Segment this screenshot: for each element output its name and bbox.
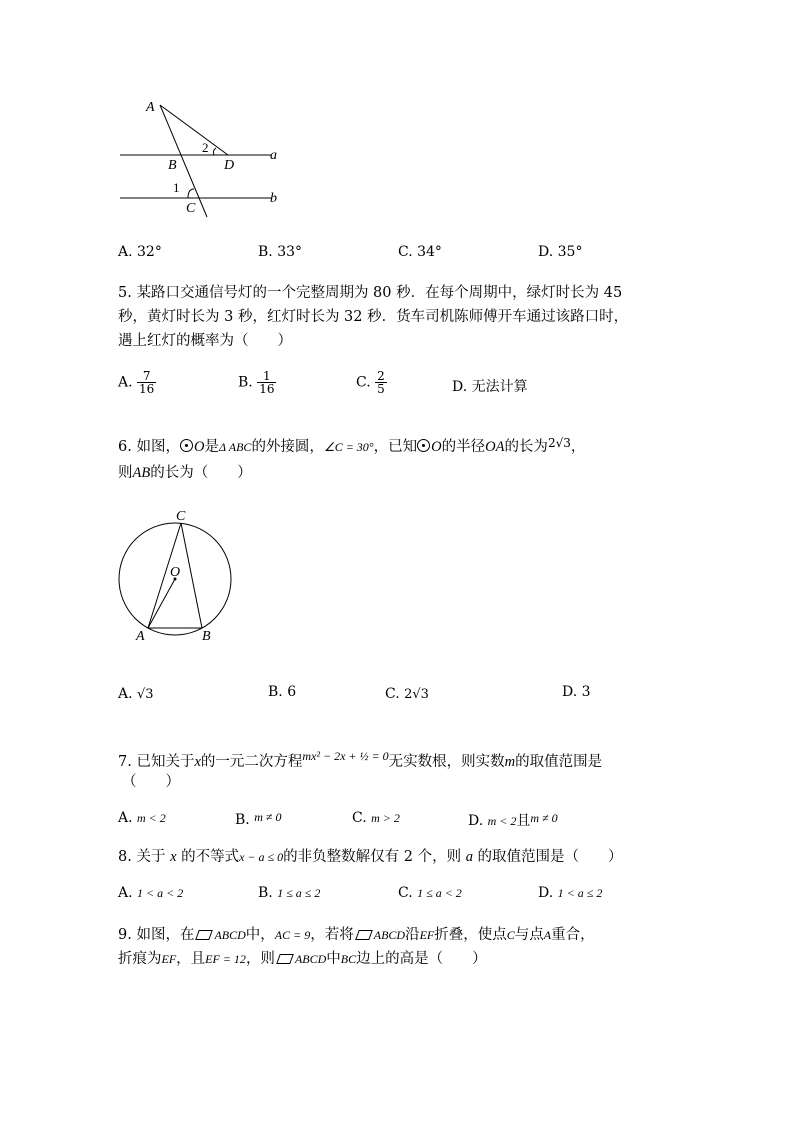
q4-option-a[interactable]: A. 32° (118, 244, 162, 260)
q9-t2: 中， (245, 927, 275, 943)
q6-text-13: ， (570, 439, 586, 455)
q9-a: A (543, 928, 552, 942)
q6-text-3: 是 (204, 439, 219, 455)
q7-option-c[interactable] (352, 810, 400, 826)
circumcircle-figure (110, 505, 250, 645)
q6-ab: AB (132, 465, 151, 481)
q9-ef: EF (419, 928, 435, 942)
q9-l2b: EF (161, 952, 177, 966)
q9-abcd-2: ABCD (373, 928, 406, 942)
q6-l2-c: 的长为（ ） (150, 465, 252, 481)
q5-option-b[interactable] (238, 370, 276, 395)
q6-angle-c: ∠C = 30° (323, 440, 374, 454)
q5-option-a-label: A. (118, 374, 133, 391)
label-O: O (170, 565, 181, 580)
q8-inequality: x − a ≤ 0 (239, 850, 284, 864)
q6-option-c[interactable] (385, 686, 429, 702)
q6-text-7: ，已知 (373, 439, 418, 455)
q8-c-label: C. (398, 885, 413, 901)
q7-d-mid: 且 (516, 813, 531, 829)
q7-t4: 的取值范围是 (515, 754, 603, 770)
q6-c-val: 2√3 (404, 687, 429, 702)
q7-a-val: m < 2 (137, 811, 166, 825)
label-angle-2: 2 (202, 140, 209, 155)
q6-oa: OA (485, 439, 505, 455)
angle-1-arc (188, 189, 194, 198)
q5-option-b-fraction (257, 370, 276, 395)
q7-b-label: B. (235, 812, 250, 828)
q6-option-a[interactable] (118, 686, 154, 702)
q7-t1: 7. 已知关于 (118, 754, 195, 770)
q5-a-num: 7 (137, 370, 156, 383)
q9-t5: 折叠，使点 (434, 927, 507, 943)
label-B: B (168, 158, 177, 173)
q6-text-5: 的外接圆， (251, 439, 324, 455)
q6-triangle: Δ ABC (218, 440, 252, 454)
q8-d-val: 1 < a ≤ 2 (557, 886, 603, 900)
q7-m: m (504, 754, 516, 770)
q7-a-label: A. (118, 810, 133, 826)
q8-t2: 的不等式 (176, 849, 240, 865)
label-B: B (202, 629, 211, 644)
q8-a-val: 1 < a < 2 (137, 886, 184, 900)
q5-line-1: 5. 某路口交通信号灯的一个完整周期为 80 秒．在每个周期中，绿灯时长为 45 (118, 285, 623, 301)
q7-line-1 (118, 745, 602, 773)
label-D: D (224, 158, 235, 173)
side-cb (181, 523, 202, 628)
q5-a-den: 16 (139, 382, 155, 396)
q7-option-a[interactable] (118, 810, 166, 826)
q6-o-2: O (431, 439, 442, 455)
q8-d-label: D. (538, 885, 554, 901)
q4-option-d[interactable]: D. 35° (538, 244, 583, 260)
parallelogram-icon (196, 930, 214, 940)
q9-l2f: ABCD (294, 952, 327, 966)
q7-t3: 无实数根，则实数 (388, 754, 505, 770)
q8-t3: 的非负整数解仅有 2 个，则 (283, 849, 466, 865)
q7-option-b[interactable] (235, 810, 281, 828)
circle-o-dot (185, 444, 188, 447)
label-b: b (270, 191, 277, 206)
q6-line-2 (118, 462, 252, 484)
q5-option-a-fraction (137, 370, 156, 395)
parallelogram-icon-2 (355, 930, 373, 940)
q8-b-label: B. (258, 885, 273, 901)
q7-d-val2: m ≠ 0 (530, 811, 558, 825)
q8-b-val: 1 ≤ a ≤ 2 (277, 886, 321, 900)
q9-l2h: BC (340, 952, 357, 966)
label-a: a (270, 148, 277, 163)
q8-option-a[interactable] (118, 885, 183, 901)
q7-d-label: D. (468, 813, 484, 829)
q8-a-label: A. (118, 885, 133, 901)
q5-option-c-label: C. (356, 374, 371, 391)
q9-l2c: ，且 (176, 951, 206, 967)
q5-option-c-fraction (375, 370, 387, 395)
q6-radius-value: 2√3 (547, 436, 571, 450)
q6-l2-a: 则 (118, 465, 133, 481)
q8-option-b[interactable] (258, 885, 320, 901)
label-C: C (186, 201, 196, 216)
parallelogram-icon-3 (276, 954, 294, 964)
q4-option-b[interactable]: B. 33° (258, 244, 303, 260)
label-C: C (176, 509, 186, 524)
q6-line-1 (118, 432, 585, 458)
parallel-lines-figure (110, 95, 300, 225)
q5-c-den: 5 (377, 382, 385, 396)
q5-b-num: 1 (257, 370, 276, 383)
q9-l2d: EF = 12 (205, 952, 246, 966)
q9-t1: 9. 如图，在 (118, 927, 195, 943)
label-A: A (136, 629, 145, 644)
circle-o-symbol-2 (417, 439, 430, 452)
q8-option-d[interactable] (538, 885, 602, 901)
q5-option-d[interactable]: D. 无法计算 (452, 379, 528, 395)
q9-line-2 (118, 948, 487, 970)
q5-line-2: 秒，黄灯时长为 3 秒，红灯时长为 32 秒．货车司机陈师傅开车通过该路口时， (118, 309, 629, 325)
q5-c-num: 2 (377, 369, 385, 383)
q7-equation: mx² − 2x + ½ = 0 (302, 749, 389, 763)
circle-o-dot-2 (422, 444, 425, 447)
q6-option-b[interactable]: B. 6 (268, 684, 297, 700)
q9-t3: ，若将 (310, 927, 354, 943)
q5-b-den: 16 (259, 382, 275, 396)
q6-text-11: 的长为 (504, 439, 548, 455)
q8-c-val: 1 ≤ a < 2 (417, 886, 462, 900)
q9-c: C (506, 928, 515, 942)
q5-line-3: 遇上红灯的概率为（ ） (118, 333, 292, 349)
q6-a-val: √3 (137, 687, 154, 702)
q8-line-1 (118, 846, 623, 868)
q8-t4: 的取值范围是（ ） (472, 849, 623, 865)
q6-c-label: C. (385, 686, 400, 702)
q8-a: a (465, 849, 473, 865)
q6-text-9: 的半径 (441, 439, 486, 455)
q6-text-1: 6. 如图， (118, 439, 180, 455)
q4-option-c[interactable]: C. 34° (398, 244, 442, 260)
q6-option-d[interactable]: D. 3 (562, 684, 591, 700)
q9-l2e: ，则 (245, 951, 275, 967)
q9-abcd: ABCD (214, 928, 246, 942)
label-A: A (146, 100, 155, 115)
q9-l2a: 折痕为 (118, 951, 162, 967)
q7-b-val: m ≠ 0 (254, 810, 282, 824)
q9-l2g: 中 (326, 951, 341, 967)
label-angle-1: 1 (173, 180, 180, 195)
q8-option-c[interactable] (398, 885, 462, 901)
q9-l2i: 边上的高是（ ） (356, 951, 487, 967)
q6-a-label: A. (118, 686, 133, 702)
q5-option-c[interactable] (356, 370, 387, 395)
q7-option-d[interactable] (468, 810, 558, 830)
q9-line-1 (118, 924, 595, 946)
circle-o-symbol (180, 439, 193, 452)
q7-d-val1: m < 2 (487, 814, 517, 828)
q8-x: x (170, 849, 177, 865)
angle-2-arc (213, 148, 216, 155)
q9-t7: 重合， (551, 927, 595, 943)
q6-o-1: O (193, 439, 205, 455)
q7-c-val: m > 2 (371, 811, 400, 825)
q7-t2: 的一元二次方程 (200, 754, 303, 770)
q7-line-2: （ ） (122, 774, 180, 790)
q7-x: x (194, 754, 201, 770)
q9-t4: 沿 (405, 927, 420, 943)
q9-ac: AC = 9 (274, 928, 311, 942)
q5-option-a[interactable] (118, 370, 156, 395)
q8-t1: 8. 关于 (118, 849, 171, 865)
q9-t6: 与点 (514, 927, 544, 943)
q7-c-label: C. (352, 810, 367, 826)
q5-option-b-label: B. (238, 374, 253, 391)
